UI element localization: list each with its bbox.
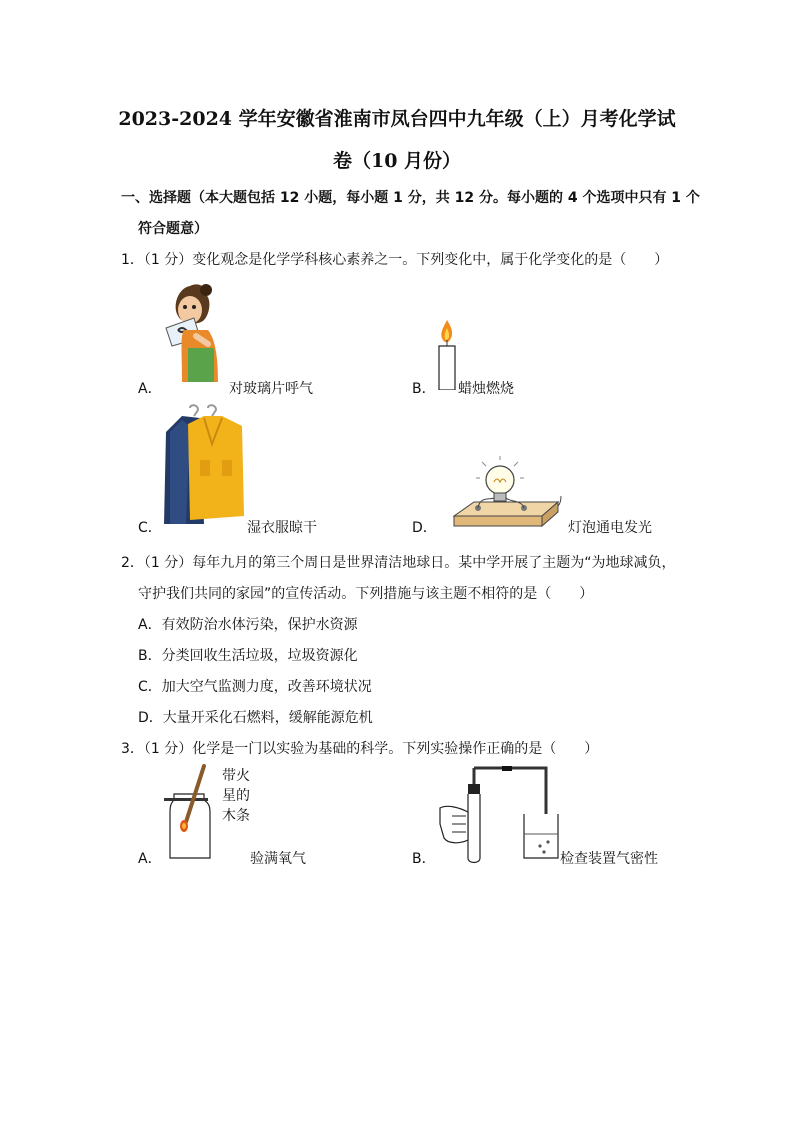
burning-candle-icon xyxy=(436,318,458,390)
q3-figure-label-line2: 星的 xyxy=(222,788,250,804)
airtightness-check-apparatus-icon xyxy=(436,764,560,864)
girl-breathing-on-glass-icon xyxy=(160,280,222,382)
q2-stem-line2: 守护我们共同的家园”的宣传活动。下列措施与该主题不相符的是（ ） xyxy=(138,586,594,602)
q1-stem: 1．（1 分）变化观念是化学学科核心素养之一。下列变化中，属于化学变化的是（ ） xyxy=(121,252,669,268)
page-title-line1: 2023-2024 学年安徽省淮南市凤台四中九年级（上）月考化学试 xyxy=(118,108,676,130)
q1-option-d-letter: D． xyxy=(412,520,437,536)
section-heading-line1: 一、选择题（本大题包括 12 小题，每小题 1 分，共 12 分。每小题的 4 个选项中只有 1 个 xyxy=(121,190,700,206)
clothes-drying-icon xyxy=(160,404,248,526)
q3-figure-label-line3: 木条 xyxy=(222,808,250,824)
q3-stem: 3．（1 分）化学是一门以实验为基础的科学。下列实验操作正确的是（ ） xyxy=(121,741,599,757)
q3-figure-label xyxy=(222,766,252,826)
q1-option-c-letter: C． xyxy=(138,520,162,536)
q2-option-b: B．分类回收生活垃圾，垃圾资源化 xyxy=(138,648,358,664)
q3-option-b-letter: B． xyxy=(412,851,436,867)
q1-option-b-text: 蜡烛燃烧 xyxy=(458,381,514,397)
section-heading-line2: 符合题意） xyxy=(138,221,208,237)
q1-option-c-text: 湿衣服晾干 xyxy=(247,520,317,536)
q1-option-a-text: 对玻璃片呼气 xyxy=(229,381,313,397)
q3-option-a-text: 验满氧气 xyxy=(250,851,306,867)
q2-stem-line1: 2．（1 分）每年九月的第三个周日是世界清洁地球日。某中学开展了主题为“为地球减负， xyxy=(121,555,676,571)
q1-option-a-letter: A． xyxy=(138,381,162,397)
page-title-line2: 卷（10 月份） xyxy=(332,150,462,172)
q2-option-c: C．加大空气监测力度，改善环境状况 xyxy=(138,679,372,695)
light-bulb-circuit-icon xyxy=(450,456,562,528)
q3-option-b-text: 检查装置气密性 xyxy=(560,851,658,867)
q2-option-d: D．大量开采化石燃料，缓解能源危机 xyxy=(138,710,373,726)
q3-option-a-letter: A． xyxy=(138,851,162,867)
oxygen-bottle-test-icon xyxy=(160,764,216,860)
q1-option-d-text: 灯泡通电发光 xyxy=(568,520,652,536)
q3-figure-label-line1: 带火 xyxy=(222,768,250,784)
q1-option-b-letter: B． xyxy=(412,381,436,397)
q2-option-a: A．有效防治水体污染，保护水资源 xyxy=(138,617,358,633)
